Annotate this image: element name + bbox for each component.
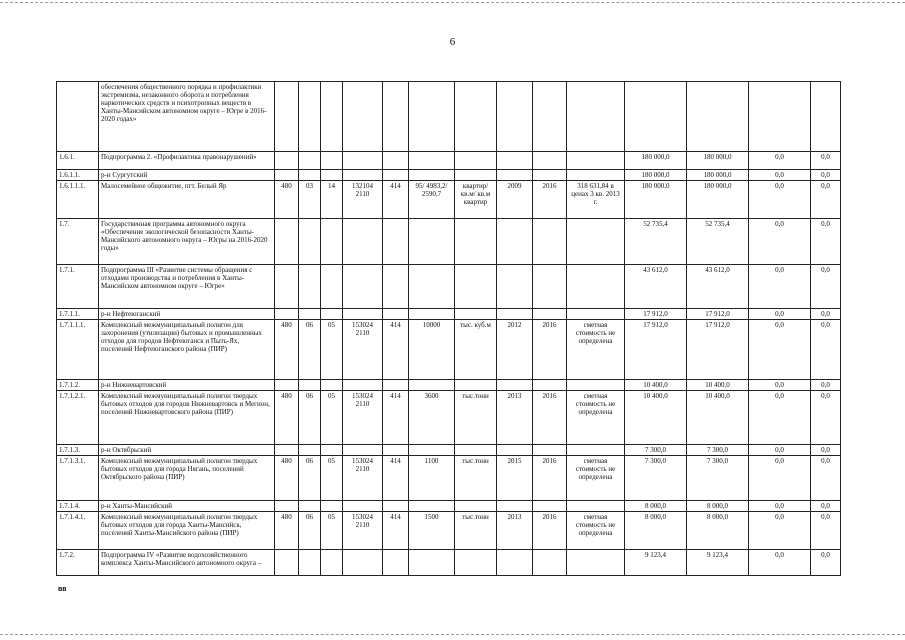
col-subsection (321, 445, 343, 456)
col-total: 9 123,4 (625, 550, 687, 576)
col-end-year (533, 445, 567, 456)
col-unit (455, 265, 497, 309)
col-start-year (497, 445, 533, 456)
col-expense-type (383, 82, 409, 152)
col-total: 10 400,0 (625, 391, 687, 445)
row-name: р-н Октябрьский (99, 445, 275, 456)
col-expense-type (383, 445, 409, 456)
col-budget: 9 123,4 (687, 550, 749, 576)
col-section: 06 (299, 320, 321, 380)
col-total: 180 000,0 (625, 152, 687, 170)
table-row (57, 181, 841, 219)
col-subsection (321, 219, 343, 265)
col-capacity (409, 170, 455, 181)
col-subsection: 05 (321, 512, 343, 550)
col-subsection: 05 (321, 456, 343, 501)
col-col3: 0,0 (749, 550, 811, 576)
col-target (343, 265, 383, 309)
row-name: р-н Сургутский (99, 170, 275, 181)
col-capacity (409, 82, 455, 152)
table-row (57, 82, 841, 152)
col-unit: тыс.тонн (455, 391, 497, 445)
col-estimate: 318 631,84 в ценах 3 кв. 2013 г. (567, 181, 625, 219)
col-budget: 17 912,0 (687, 309, 749, 320)
col-col3: 0,0 (749, 152, 811, 170)
col-start-year (497, 501, 533, 512)
page-number: 6 (449, 36, 456, 48)
col-start-year (497, 265, 533, 309)
row-number: 1.6.1.1. (57, 170, 99, 181)
col-target (343, 219, 383, 265)
col-unit (455, 550, 497, 576)
col-col3: 0,0 (749, 170, 811, 181)
col-section: 06 (299, 512, 321, 550)
row-name: Комплексный межмуниципальный полигон твердых бытовых отходов для города Нягань, поселений Октябрьского района (ПИР) (99, 456, 275, 501)
col-expense-type (383, 309, 409, 320)
col-section (299, 445, 321, 456)
col-start-year (497, 309, 533, 320)
col-budget: 17 912,0 (687, 320, 749, 380)
col-expense-type: 414 (383, 181, 409, 219)
col-ministry (275, 501, 299, 512)
col-col4: 0,0 (811, 265, 841, 309)
row-name: р-н Ханты-Мансийский (99, 501, 275, 512)
table-row (57, 512, 841, 550)
col-start-year (497, 550, 533, 576)
col-estimate (567, 501, 625, 512)
col-ministry (275, 380, 299, 391)
col-ministry: 480 (275, 512, 299, 550)
col-target (343, 82, 383, 152)
col-unit: тыс.тонн (455, 512, 497, 550)
col-subsection (321, 265, 343, 309)
col-section (299, 152, 321, 170)
col-unit (455, 152, 497, 170)
col-total: 180 000,0 (625, 181, 687, 219)
col-start-year: 2015 (497, 456, 533, 501)
col-subsection (321, 380, 343, 391)
col-expense-type (383, 219, 409, 265)
col-target: 153024 2110 (343, 391, 383, 445)
col-subsection (321, 501, 343, 512)
row-number: 1.7.1.4.1. (57, 512, 99, 550)
col-end-year: 2016 (533, 320, 567, 380)
table-row (57, 456, 841, 501)
table-row (57, 380, 841, 391)
col-col3: 0,0 (749, 456, 811, 501)
col-capacity (409, 445, 455, 456)
col-col4: 0,0 (811, 391, 841, 445)
col-estimate: сметная стоимость не определена (567, 456, 625, 501)
col-capacity (409, 550, 455, 576)
col-col4: 0,0 (811, 170, 841, 181)
col-expense-type: 414 (383, 320, 409, 380)
col-subsection (321, 152, 343, 170)
col-col3: 0,0 (749, 445, 811, 456)
col-section (299, 309, 321, 320)
footer-mark: вв (58, 586, 67, 593)
col-estimate (567, 82, 625, 152)
col-col3: 0,0 (749, 309, 811, 320)
row-name: Комплексный межмуниципальный полигон твердых бытовых отходов для города Ханты-Мансийск, поселений Ханты-Мансийского района (ПИР) (99, 512, 275, 550)
row-number: 1.6.1.1.1. (57, 181, 99, 219)
col-expense-type (383, 170, 409, 181)
row-number: 1.7.1.3. (57, 445, 99, 456)
col-total: 7 300,0 (625, 445, 687, 456)
col-total (625, 82, 687, 152)
col-target (343, 170, 383, 181)
col-total: 180 000,0 (625, 170, 687, 181)
col-end-year: 2016 (533, 391, 567, 445)
col-capacity: 1500 (409, 512, 455, 550)
col-col3: 0,0 (749, 181, 811, 219)
col-col3: 0,0 (749, 501, 811, 512)
col-section: 03 (299, 181, 321, 219)
col-unit: квартир/ кв.м/ кв.м квартир (455, 181, 497, 219)
col-target (343, 152, 383, 170)
col-ministry: 480 (275, 456, 299, 501)
col-col4: 0,0 (811, 181, 841, 219)
col-estimate (567, 550, 625, 576)
col-capacity (409, 219, 455, 265)
row-number: 1.7.2. (57, 550, 99, 576)
row-number: 1.7.1. (57, 265, 99, 309)
row-number: 1.7. (57, 219, 99, 265)
row-name: Комплексный межмуниципальный полигон твердых бытовых отходов для городов Нижневартовск и Мегион, поселений Нижневартовского района (ПИР) (99, 391, 275, 445)
col-target (343, 445, 383, 456)
col-budget: 52 735,4 (687, 219, 749, 265)
table-row (57, 152, 841, 170)
col-subsection: 05 (321, 320, 343, 380)
col-end-year (533, 152, 567, 170)
col-target: 153024 2110 (343, 320, 383, 380)
col-section (299, 82, 321, 152)
col-budget: 10 400,0 (687, 380, 749, 391)
col-col3 (749, 82, 811, 152)
col-expense-type (383, 501, 409, 512)
col-ministry (275, 82, 299, 152)
col-unit (455, 170, 497, 181)
col-unit: тыс. куб.м (455, 320, 497, 380)
col-budget: 180 000,0 (687, 170, 749, 181)
col-estimate: сметная стоимость не определена (567, 391, 625, 445)
col-col4: 0,0 (811, 380, 841, 391)
col-end-year (533, 170, 567, 181)
col-expense-type (383, 550, 409, 576)
row-number: 1.7.1.2. (57, 380, 99, 391)
col-estimate (567, 265, 625, 309)
col-expense-type (383, 152, 409, 170)
col-col3: 0,0 (749, 320, 811, 380)
col-capacity (409, 380, 455, 391)
col-end-year (533, 380, 567, 391)
col-total: 8 000,0 (625, 512, 687, 550)
scan-edge-bottom (0, 634, 905, 635)
col-unit (455, 501, 497, 512)
col-end-year (533, 82, 567, 152)
col-target: 153024 2110 (343, 512, 383, 550)
col-estimate: сметная стоимость не определена (567, 512, 625, 550)
col-budget (687, 82, 749, 152)
table-row (57, 391, 841, 445)
col-budget: 43 612,0 (687, 265, 749, 309)
col-col4: 0,0 (811, 456, 841, 501)
row-name: Малосемейное общежитие, пгт. Белый Яр (99, 181, 275, 219)
col-start-year (497, 380, 533, 391)
row-number: 1.7.1.2.1. (57, 391, 99, 445)
col-section (299, 550, 321, 576)
col-subsection (321, 550, 343, 576)
col-start-year: 2013 (497, 512, 533, 550)
col-col3: 0,0 (749, 391, 811, 445)
col-target (343, 380, 383, 391)
col-col4: 0,0 (811, 501, 841, 512)
col-col4: 0,0 (811, 309, 841, 320)
col-total: 7 300,0 (625, 456, 687, 501)
col-section: 06 (299, 456, 321, 501)
col-target: 132104 2110 (343, 181, 383, 219)
col-subsection (321, 170, 343, 181)
col-col3: 0,0 (749, 380, 811, 391)
row-name: Подпрограмма 2. «Профилактика правонарушений» (99, 152, 275, 170)
col-start-year (497, 170, 533, 181)
col-total: 8 000,0 (625, 501, 687, 512)
col-end-year (533, 309, 567, 320)
col-capacity: 1100 (409, 456, 455, 501)
col-capacity (409, 501, 455, 512)
col-ministry (275, 445, 299, 456)
col-ministry (275, 219, 299, 265)
col-estimate (567, 380, 625, 391)
table-row (57, 550, 841, 576)
col-start-year: 2009 (497, 181, 533, 219)
row-number: 1.7.1.3.1. (57, 456, 99, 501)
col-col4: 0,0 (811, 512, 841, 550)
col-ministry: 480 (275, 320, 299, 380)
col-target (343, 550, 383, 576)
table-row (57, 320, 841, 380)
col-ministry (275, 550, 299, 576)
col-expense-type: 414 (383, 512, 409, 550)
col-subsection: 14 (321, 181, 343, 219)
col-col4: 0,0 (811, 445, 841, 456)
col-end-year (533, 501, 567, 512)
col-end-year: 2016 (533, 456, 567, 501)
col-unit (455, 309, 497, 320)
row-name: р-н Нефтеюганский (99, 309, 275, 320)
col-start-year: 2013 (497, 391, 533, 445)
col-col4: 0,0 (811, 219, 841, 265)
col-end-year (533, 265, 567, 309)
col-unit (455, 445, 497, 456)
col-ministry: 480 (275, 181, 299, 219)
table-row (57, 445, 841, 456)
col-ministry: 480 (275, 391, 299, 445)
col-start-year (497, 219, 533, 265)
col-capacity: 3600 (409, 391, 455, 445)
col-ministry (275, 309, 299, 320)
col-total: 52 735,4 (625, 219, 687, 265)
col-capacity (409, 265, 455, 309)
col-budget: 7 300,0 (687, 445, 749, 456)
row-name: Подпрограмма III «Развитие системы обращения с отходами производства и потребления в Ханты-Мансийском автономном округе – Югре» (99, 265, 275, 309)
col-start-year: 2012 (497, 320, 533, 380)
col-section (299, 170, 321, 181)
col-expense-type: 414 (383, 456, 409, 501)
col-end-year (533, 219, 567, 265)
budget-table (56, 81, 841, 576)
col-end-year: 2016 (533, 512, 567, 550)
scan-edge-top (0, 2, 905, 3)
col-col3: 0,0 (749, 265, 811, 309)
row-name: р-н Нижневартовский (99, 380, 275, 391)
col-budget: 8 000,0 (687, 501, 749, 512)
col-unit (455, 380, 497, 391)
table-row (57, 219, 841, 265)
col-unit (455, 219, 497, 265)
col-budget: 10 400,0 (687, 391, 749, 445)
col-capacity: 10000 (409, 320, 455, 380)
col-end-year (533, 550, 567, 576)
col-ministry (275, 170, 299, 181)
col-estimate (567, 445, 625, 456)
col-unit (455, 82, 497, 152)
col-section (299, 380, 321, 391)
col-start-year (497, 82, 533, 152)
col-section (299, 265, 321, 309)
col-budget: 8 000,0 (687, 512, 749, 550)
col-section (299, 219, 321, 265)
col-target: 153024 2110 (343, 456, 383, 501)
col-unit: тыс.тонн (455, 456, 497, 501)
col-expense-type (383, 265, 409, 309)
row-name: Подпрограмма IV «Развитие водохозяйственного комплекса Ханты-Мансийского автономного округа – (99, 550, 275, 576)
col-ministry (275, 152, 299, 170)
row-name: обеспечения общественного порядка и профилактики экстремизма, незаконного оборота и потребления наркотических средств и психотропных веществ в Ханты-Мансийском автономном округе – Югре в 2016-2020 годах» (99, 82, 275, 152)
row-number: 1.6.1. (57, 152, 99, 170)
col-expense-type (383, 380, 409, 391)
row-name: Комплексный межмуниципальный полигон для захоронения (утилизации) бытовых и промышленных отходов для городов Нефтеюганск и Пыть-Ях, поселений Нефтеюганского района (ПИР) (99, 320, 275, 380)
col-target (343, 309, 383, 320)
col-capacity (409, 309, 455, 320)
col-col4: 0,0 (811, 320, 841, 380)
col-total: 10 400,0 (625, 380, 687, 391)
col-end-year: 2016 (533, 181, 567, 219)
col-start-year (497, 152, 533, 170)
table-row (57, 501, 841, 512)
row-number (57, 82, 99, 152)
col-total: 17 912,0 (625, 320, 687, 380)
col-estimate (567, 170, 625, 181)
col-col4 (811, 82, 841, 152)
row-number: 1.7.1.1.1. (57, 320, 99, 380)
col-total: 43 612,0 (625, 265, 687, 309)
col-estimate (567, 219, 625, 265)
col-subsection: 05 (321, 391, 343, 445)
col-ministry (275, 265, 299, 309)
col-budget: 180 000,0 (687, 152, 749, 170)
col-total: 17 912,0 (625, 309, 687, 320)
col-section: 06 (299, 391, 321, 445)
col-target (343, 501, 383, 512)
col-col3: 0,0 (749, 219, 811, 265)
row-number: 1.7.1.4. (57, 501, 99, 512)
col-expense-type: 414 (383, 391, 409, 445)
col-capacity: 95/ 4983,2/ 2590,7 (409, 181, 455, 219)
table-body (57, 82, 841, 576)
table-row (57, 170, 841, 181)
col-subsection (321, 309, 343, 320)
table-row (57, 265, 841, 309)
col-capacity (409, 152, 455, 170)
col-col3: 0,0 (749, 512, 811, 550)
col-subsection (321, 82, 343, 152)
col-col4: 0,0 (811, 152, 841, 170)
table-row (57, 309, 841, 320)
col-col4: 0,0 (811, 550, 841, 576)
row-number: 1.7.1.1. (57, 309, 99, 320)
col-estimate: сметная стоимость не определена (567, 320, 625, 380)
row-name: Государственная программа автономного округа «Обеспечение экологической безопасности Ханты-Мансийского автономного округа – Югры на 2016-2020 годы» (99, 219, 275, 265)
col-estimate (567, 152, 625, 170)
col-budget: 7 300,0 (687, 456, 749, 501)
col-estimate (567, 309, 625, 320)
col-budget: 180 000,0 (687, 181, 749, 219)
col-section (299, 501, 321, 512)
